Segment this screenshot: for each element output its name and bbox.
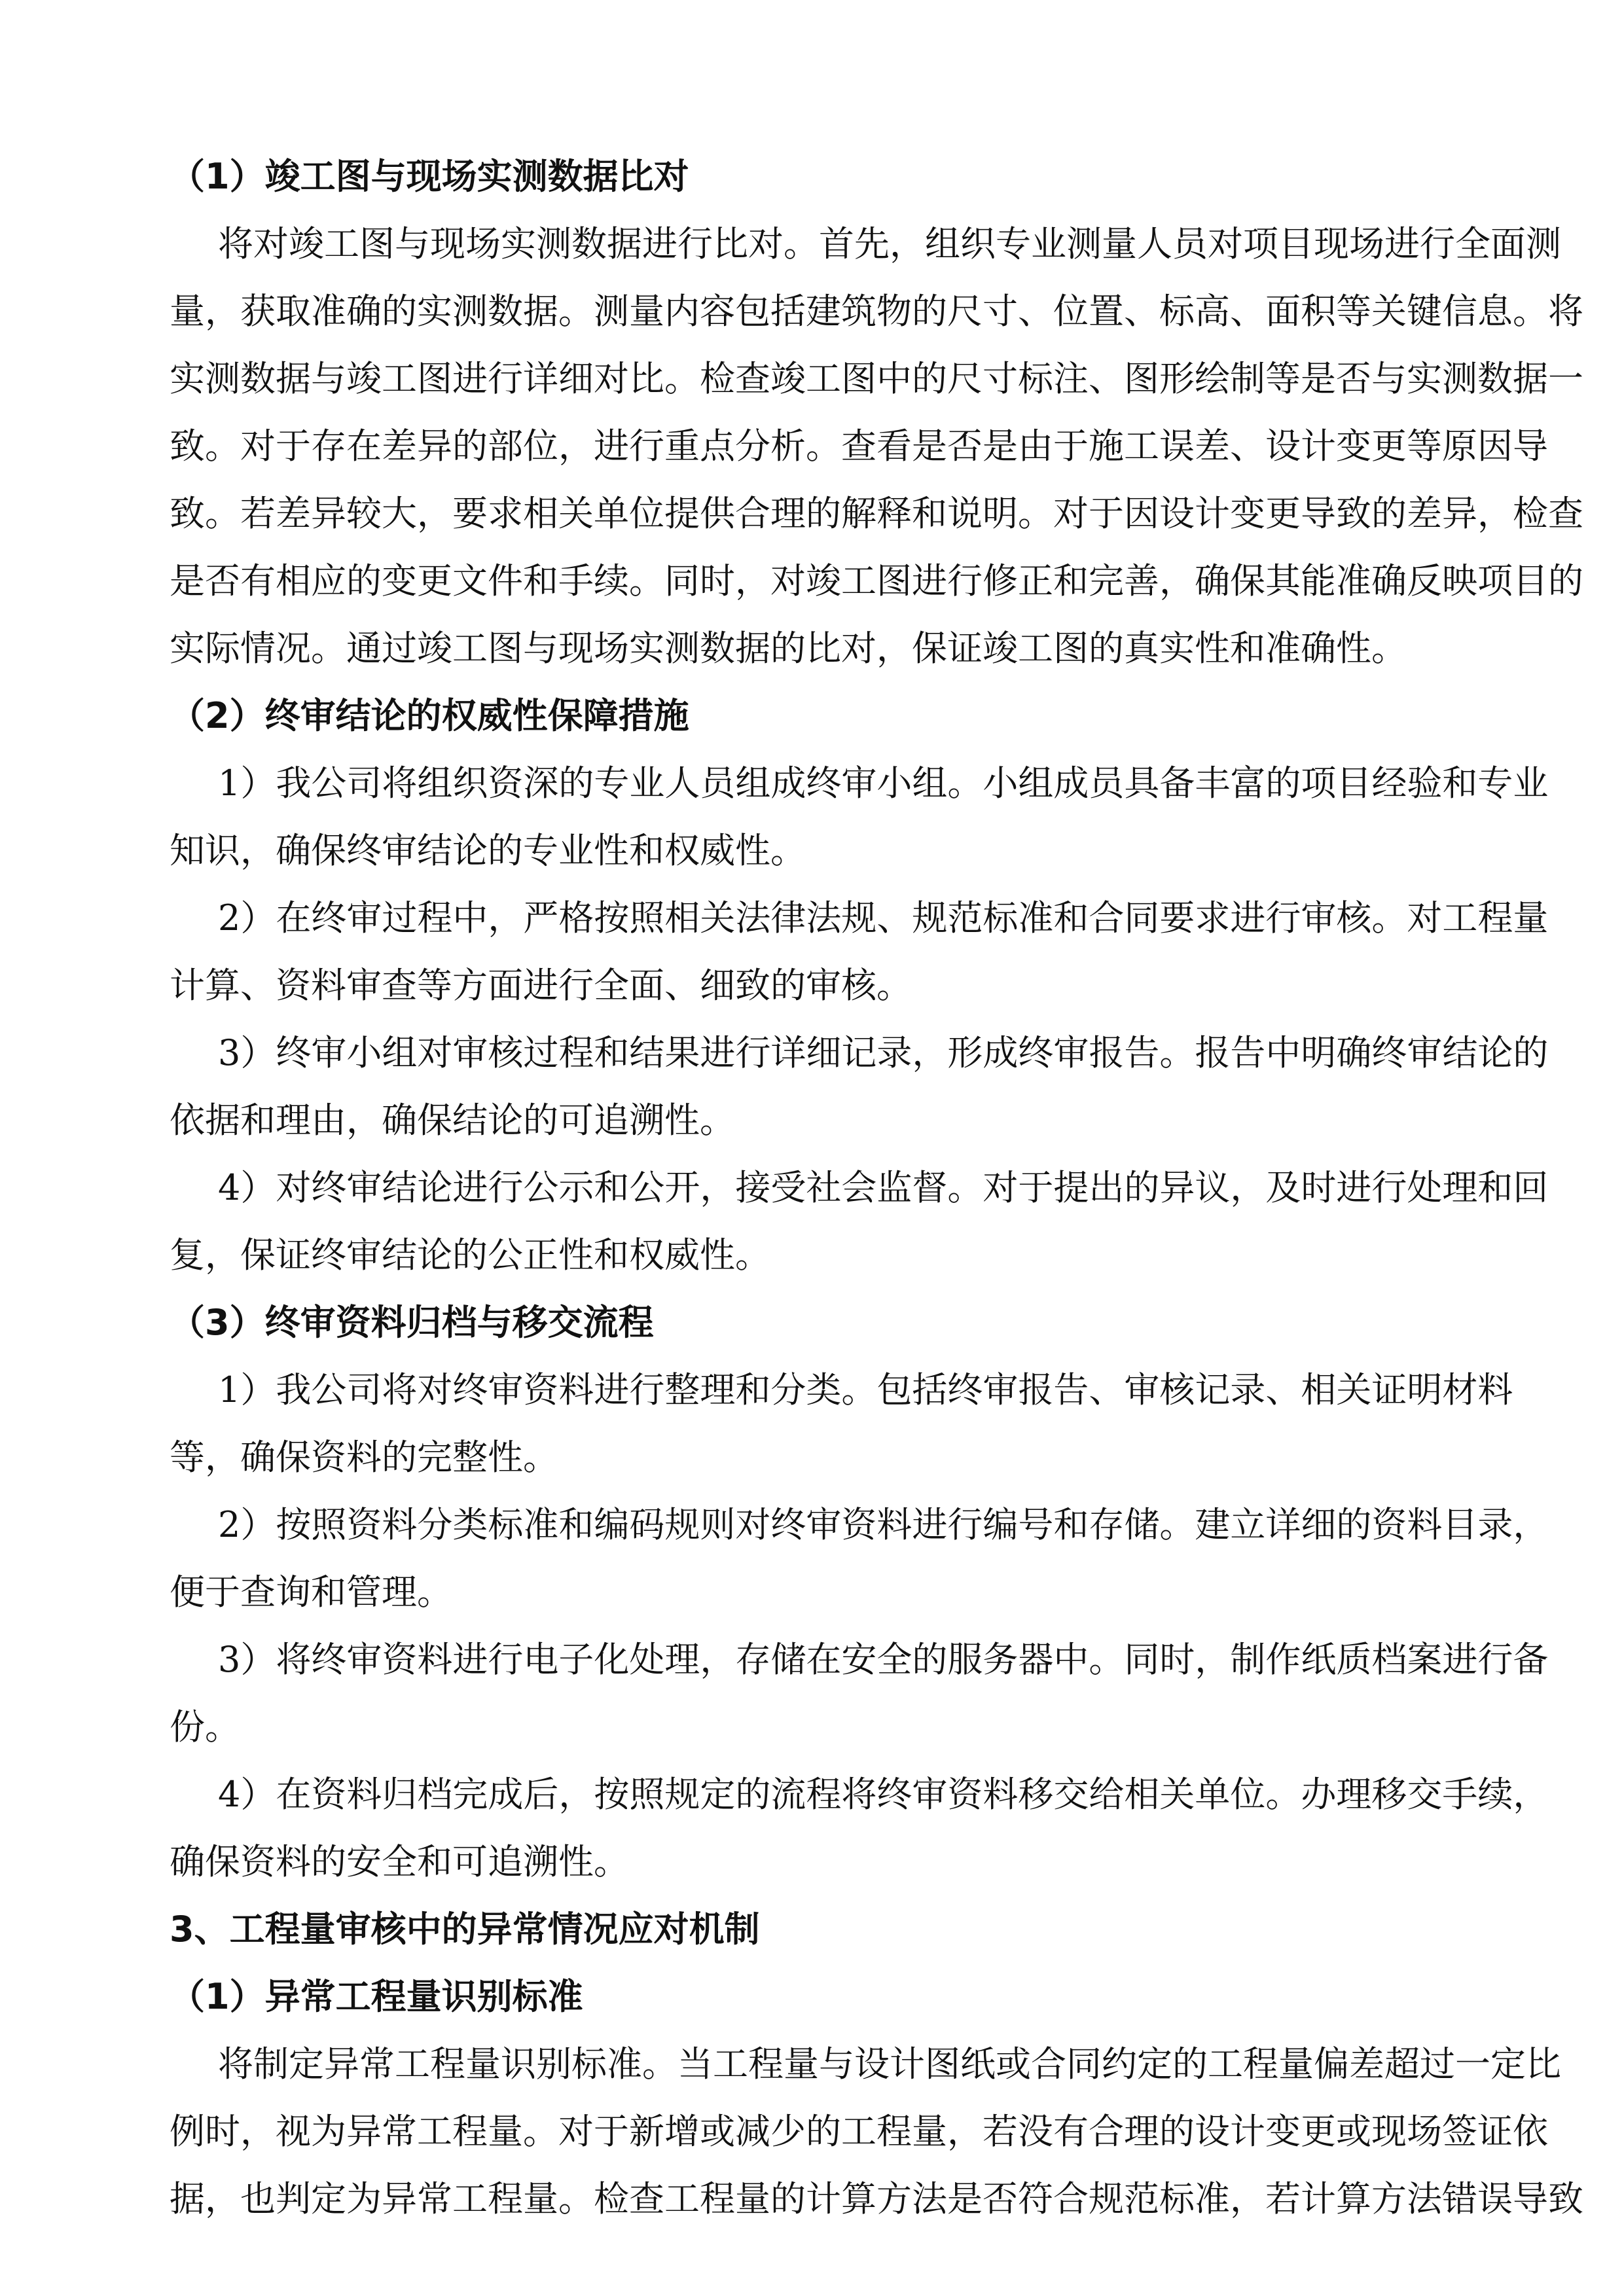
- text-line: 3、工程量审核中的异常情况应对机制: [170, 1909, 760, 1950]
- text-line: 3）终审小组对审核过程和结果进行详细记录，形成终审报告。报告中明确终审结论的: [218, 1032, 1549, 1073]
- text-line: （2）终审结论的权威性保障措施: [170, 695, 689, 736]
- text-line: 确保资料的安全和可追溯性。: [170, 1841, 629, 1882]
- paragraph: [170, 1019, 1549, 1154]
- text-line: 致。若差异较大，要求相关单位提供合理的解释和说明。对于因设计变更导致的差异，检查: [170, 493, 1583, 534]
- paragraph: [170, 1154, 1549, 1289]
- text-line: 3）将终审资料进行电子化处理，存储在安全的服务器中。同时，制作纸质档案进行备: [218, 1639, 1549, 1680]
- paragraph: [170, 1761, 1549, 1895]
- text-line: 依据和理由，确保结论的可追溯性。: [170, 1100, 735, 1141]
- text-line: 4）在资料归档完成后，按照规定的流程将终审资料移交给相关单位。办理移交手续，: [218, 1774, 1549, 1815]
- section-heading: [170, 143, 1473, 210]
- paragraph: [170, 210, 1583, 682]
- text-line: 计算、资料审查等方面进行全面、细致的审核。: [170, 965, 912, 1006]
- paragraph: [170, 884, 1549, 1019]
- text-line: （3）终审资料归档与移交流程: [170, 1302, 654, 1343]
- text-line: 便于查询和管理。: [170, 1571, 452, 1613]
- text-line: 等，确保资料的完整性。: [170, 1437, 558, 1478]
- paragraph: [170, 1491, 1549, 1626]
- text-line: 4）对终审结论进行公示和公开，接受社会监督。对于提出的异议，及时进行处理和回: [218, 1167, 1549, 1208]
- section-heading: [170, 1963, 1473, 2030]
- text-line: 1）我公司将对终审资料进行整理和分类。包括终审报告、审核记录、相关证明材料: [218, 1369, 1513, 1410]
- text-line: 实际情况。通过竣工图与现场实测数据的比对，保证竣工图的真实性和准确性。: [170, 628, 1407, 669]
- section-heading: [170, 682, 1473, 749]
- text-line: 是否有相应的变更文件和手续。同时，对竣工图进行修正和完善，确保其能准确反映项目的: [170, 560, 1583, 601]
- text-line: （1）竣工图与现场实测数据比对: [170, 156, 689, 197]
- text-line: 例时，视为异常工程量。对于新增或减少的工程量，若没有合理的设计变更或现场签证依: [170, 2111, 1548, 2152]
- text-line: 据，也判定为异常工程量。检查工程量的计算方法是否符合规范标准，若计算方法错误导致: [170, 2178, 1583, 2219]
- text-line: 量，获取准确的实测数据。测量内容包括建筑物的尺寸、位置、标高、面积等关键信息。将: [170, 291, 1583, 332]
- paragraph: [170, 2030, 1583, 2233]
- text-line: 知识，确保终审结论的专业性和权威性。: [170, 830, 806, 871]
- text-line: 实测数据与竣工图进行详细对比。检查竣工图中的尺寸标注、图形绘制等是否与实测数据一: [170, 358, 1583, 399]
- text-line: （1）异常工程量识别标准: [170, 1976, 583, 2017]
- text-line: 1）我公司将组织资深的专业人员组成终审小组。小组成员具备丰富的项目经验和专业: [218, 762, 1549, 804]
- text-line: 复，保证终审结论的公正性和权威性。: [170, 1234, 770, 1276]
- text-line: 致。对于存在差异的部位，进行重点分析。查看是否是由于施工误差、设计变更等原因导: [170, 425, 1548, 467]
- paragraph: [170, 749, 1549, 884]
- text-line: 将对竣工图与现场实测数据进行比对。首先，组织专业测量人员对项目现场进行全面测: [218, 223, 1561, 264]
- text-line: 2）按照资料分类标准和编码规则对终审资料进行编号和存储。建立详细的资料目录，: [218, 1504, 1549, 1545]
- text-line: 份。: [170, 1706, 240, 1748]
- paragraph: [170, 1626, 1549, 1761]
- text-line: 2）在终审过程中，严格按照相关法律法规、规范标准和合同要求进行审核。对工程量: [218, 897, 1549, 939]
- paragraph: [170, 1356, 1513, 1491]
- section-heading: [170, 1895, 1473, 1963]
- section-heading: [170, 1289, 1473, 1356]
- document-page: [170, 143, 1583, 2233]
- text-line: 将制定异常工程量识别标准。当工程量与设计图纸或合同约定的工程量偏差超过一定比: [218, 2043, 1561, 2085]
